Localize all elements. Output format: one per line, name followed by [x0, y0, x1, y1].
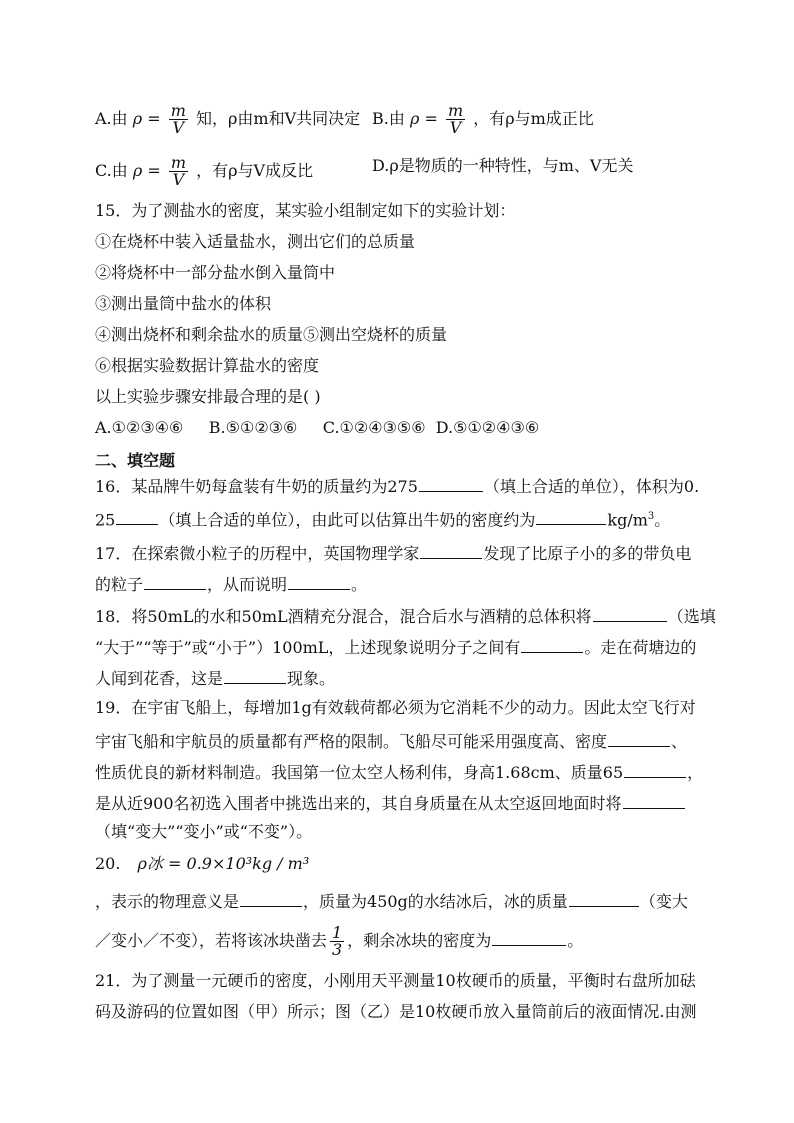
answer-blank[interactable] [240, 888, 302, 907]
q15-step-4-5: ④测出烧杯和剩余盐水的质量⑤测出空烧杯的质量 [95, 325, 448, 344]
q21-line-1: 21．为了测量一元硬币的密度，小刚用天平测量10枚硬币的质量，平衡时右盘所加砝 [95, 971, 696, 990]
answer-blank[interactable] [144, 571, 206, 590]
q20-line-2: ，表示的物理意义是 ，质量为450g的水结冰后，冰的质量 （变大 [95, 888, 688, 913]
q18-line-1: 18．将50mL的水和50mL酒精充分混合，混合后水与酒精的总体积将 （选填 [95, 603, 716, 628]
q18-line-2: “大于”“等于”或“小于”）100mL，上述现象说明分子之间有 。走在荷塘边的 [95, 634, 696, 659]
q14-option-d[interactable]: D.ρ是物质的一种特性，与m、V无关 [372, 156, 634, 175]
q20-line-1: 20. ρ冰 = 0.9×10³kg / m³ [95, 854, 310, 873]
q14-option-a[interactable]: A.由 ρ = $\frac{m}{V}$ 知，ρ由m和V共同决定 [95, 101, 361, 137]
answer-blank[interactable] [492, 927, 566, 946]
q15-step-1: ①在烧杯中装入适量盐水，测出它们的总质量 [95, 232, 416, 251]
fraction-one-third: $\frac{1}{3}$ [332, 923, 343, 959]
q15-step-2: ②将烧杯中一部分盐水倒入量筒中 [95, 263, 336, 282]
answer-blank[interactable] [288, 571, 350, 590]
answer-blank[interactable] [569, 888, 639, 907]
density-formula: ρ冰 = 0.9×10³kg / m³ [137, 854, 310, 873]
q19-line-5: （填“变大”“变小”或“不变”）。 [95, 822, 313, 841]
answer-blank[interactable] [419, 473, 483, 492]
q15-step-6: ⑥根据实验数据计算盐水的密度 [95, 356, 320, 375]
q17-line-1: 17．在探索微小粒子的历程中，英国物理学家 发现了比原子小的多的带负电 [95, 540, 691, 565]
answer-blank[interactable] [608, 728, 670, 747]
answer-blank[interactable] [536, 506, 606, 525]
answer-blank[interactable] [521, 634, 583, 653]
q15-options[interactable]: A.①②③④⑥ B.⑤①②③⑥ C.①②④③⑤⑥ D.⑤①②④③⑥ [95, 418, 540, 437]
q17-line-2: 的粒子 ，从而说明 。 [95, 571, 367, 596]
q14-option-b[interactable]: B.由 ρ = $\frac{m}{V}$ ，有ρ与m成正比 [372, 101, 594, 137]
q19-line-1: 19．在宇宙飞船上，每增加1g有效载荷都必须为它消耗不少的动力。因此太空飞行对 [95, 698, 696, 717]
q21-line-2: 码及游码的位置如图（甲）所示；图（乙）是10枚硬币放入量筒前后的液面情况.由测 [95, 1002, 697, 1021]
q16-line-2: 25 （填上合适的单位），由此可以估算出牛奶的密度约为 $kg/m^3$。 [95, 506, 670, 531]
fraction-m-over-v: $\frac{m}{V}$ [447, 101, 464, 137]
fraction-m-over-v: $\frac{m}{V}$ [170, 101, 186, 137]
fraction-m-over-v: $\frac{m}{V}$ [170, 153, 187, 189]
answer-blank[interactable] [624, 759, 686, 778]
q20-line-3: ／变小／不变），若将该冰块凿去 $\frac{1}{3}$ ，剩余冰块的密度为 。 [95, 923, 584, 959]
answer-blank[interactable] [224, 665, 286, 684]
q18-line-3: 人闻到花香，这是 现象。 [95, 665, 335, 690]
q15-stem: 15．为了测盐水的密度，某实验小组制定如下的实验计划： [95, 201, 516, 220]
q15-ask: 以上实验步骤安排最合理的是( ) [95, 387, 321, 406]
answer-blank[interactable] [593, 603, 667, 622]
q16-line-1: 16．某品牌牛奶每盒装有牛奶的质量约为275 （填上合适的单位），体积为0. [95, 473, 699, 498]
section-heading-fill-blank: 二、填空题 [95, 451, 176, 470]
q19-line-3: 性质优良的新材料制造。我国第一位太空人杨利伟，身高1.68cm、质量65 ， [95, 759, 703, 784]
q15-step-3: ③测出量筒中盐水的体积 [95, 294, 272, 313]
q14-option-c[interactable]: C.由 ρ = $\frac{m}{V}$ ，有ρ与V成反比 [95, 153, 314, 189]
answer-blank[interactable] [420, 540, 482, 559]
q19-line-4: 是从近900名初选入围者中挑选出来的，其自身质量在从太空返回地面时将 [95, 790, 686, 815]
answer-blank[interactable] [116, 506, 158, 525]
q19-line-2: 宇宙飞船和宇航员的质量都有严格的限制。飞船尽可能采用强度高、密度 、 [95, 728, 687, 753]
answer-blank[interactable] [623, 790, 685, 809]
